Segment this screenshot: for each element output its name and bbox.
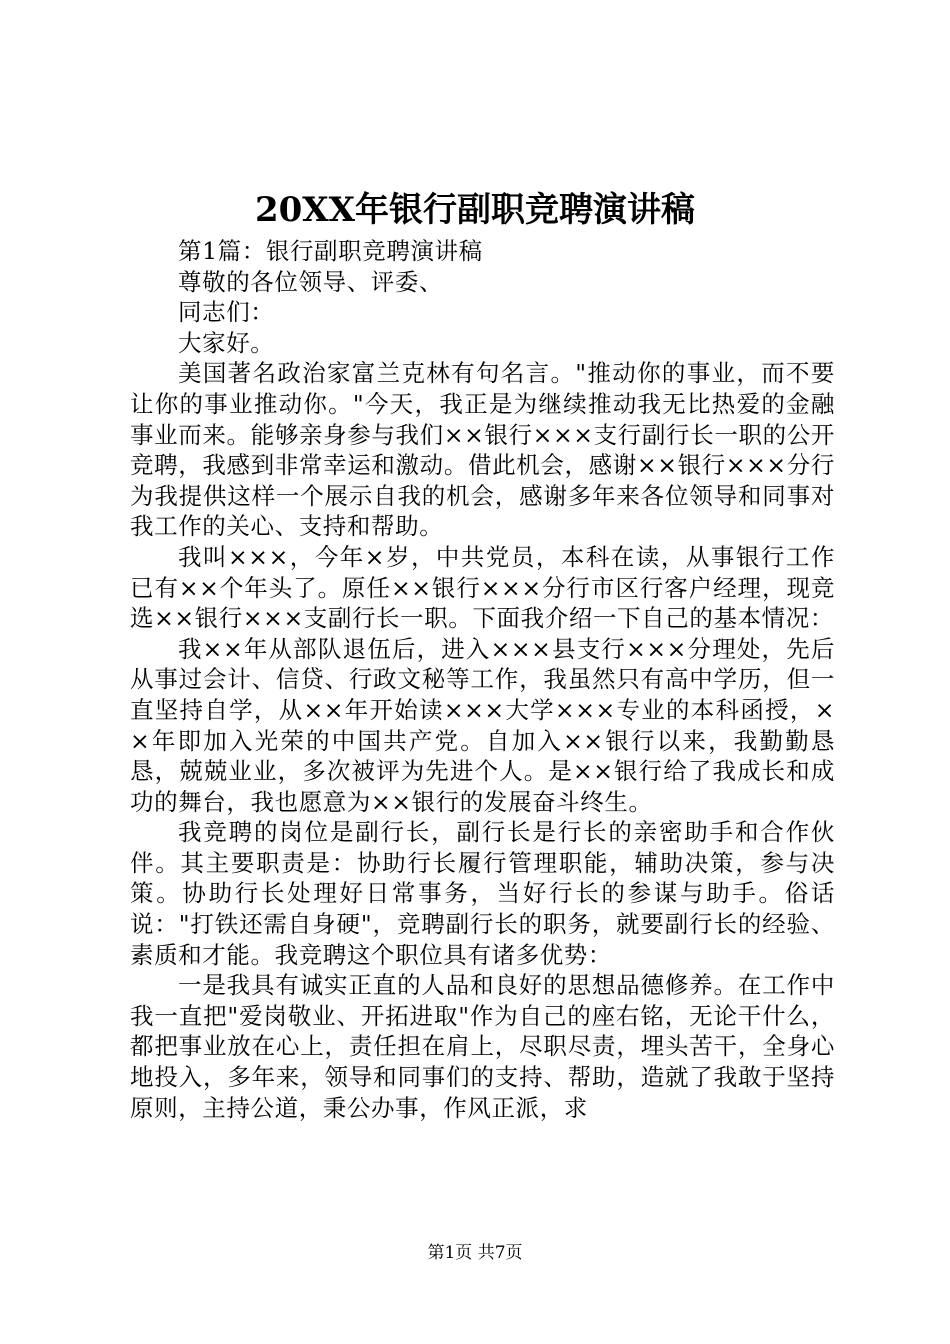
- paragraph-advantage-one: 一是我具有诚实正直的人品和良好的思想品德修养。在工作中我一直把"爱岗敬业、开拓进取"作为自己的座右铭，无论干什么，都把事业放在心上，责任担在肩上，尽职尽责，埋头苦干，全身心地投入，多年来，领导和同事们的支持、帮助，造就了我敢于坚持原则，主持公道，秉公办事，作风正派，求: [130, 971, 835, 1122]
- paragraph-greeting: 大家好。: [178, 328, 275, 357]
- page-footer: 第1页 共7页: [427, 1243, 523, 1263]
- paragraph-salutation: 尊敬的各位领导、评委、: [178, 267, 444, 296]
- paragraph-section-heading: 第1篇：银行副职竞聘演讲稿: [178, 237, 483, 265]
- document-title: 20XX年银行副职竞聘演讲稿: [254, 190, 696, 230]
- document-body: [130, 236, 835, 1123]
- paragraph-opening: 美国著名政治家富兰克林有句名言。"推动你的事业，而不要让你的事业推动你。"今天，我正是为继续推动我无比热爱的金融事业而来。能够亲身参与我们××银行×××支行副行长一职的公开竞聘，我感到非常幸运和激动。借此机会，感谢××银行×××分行为我提供这样一个展示自我的机会，感谢多年来各位领导和同事对我工作的关心、支持和帮助。: [130, 359, 835, 541]
- paragraph-position-duties: 我竞聘的岗位是副行长，副行长是行长的亲密助手和合作伙伴。其主要职责是：协助行长履行管理职能，辅助决策，参与决策。协助行长处理好日常事务，当好行长的参谋与助手。俗话说："打铁还需自身硬"，竞聘副行长的职务，就要副行长的经验、素质和才能。我竞聘这个职位具有诸多优势：: [130, 818, 835, 969]
- paragraph-self-intro: 我叫×××，今年×岁，中共党员，本科在读，从事银行工作已有××个年头了。原任××银行×××分行市区行客户经理，现竞选××银行×××支副行长一职。下面我介绍一下自己的基本情况：: [130, 542, 835, 633]
- paragraph-background: 我××年从部队退伍后，进入×××县支行×××分理处，先后从事过会计、信贷、行政文秘等工作，我虽然只有高中学历，但一直坚持自学，从××年开始读×××大学×××专业的本科函授，××年即加入光荣的中国共产党。自加入××银行以来，我勤勤恳恳，兢兢业业，多次被评为先进个人。是××银行给了我成长和成功的舞台，我也愿意为××银行的发展奋斗终生。: [130, 634, 835, 816]
- paragraph-salutation-comrades: 同志们：: [178, 298, 275, 327]
